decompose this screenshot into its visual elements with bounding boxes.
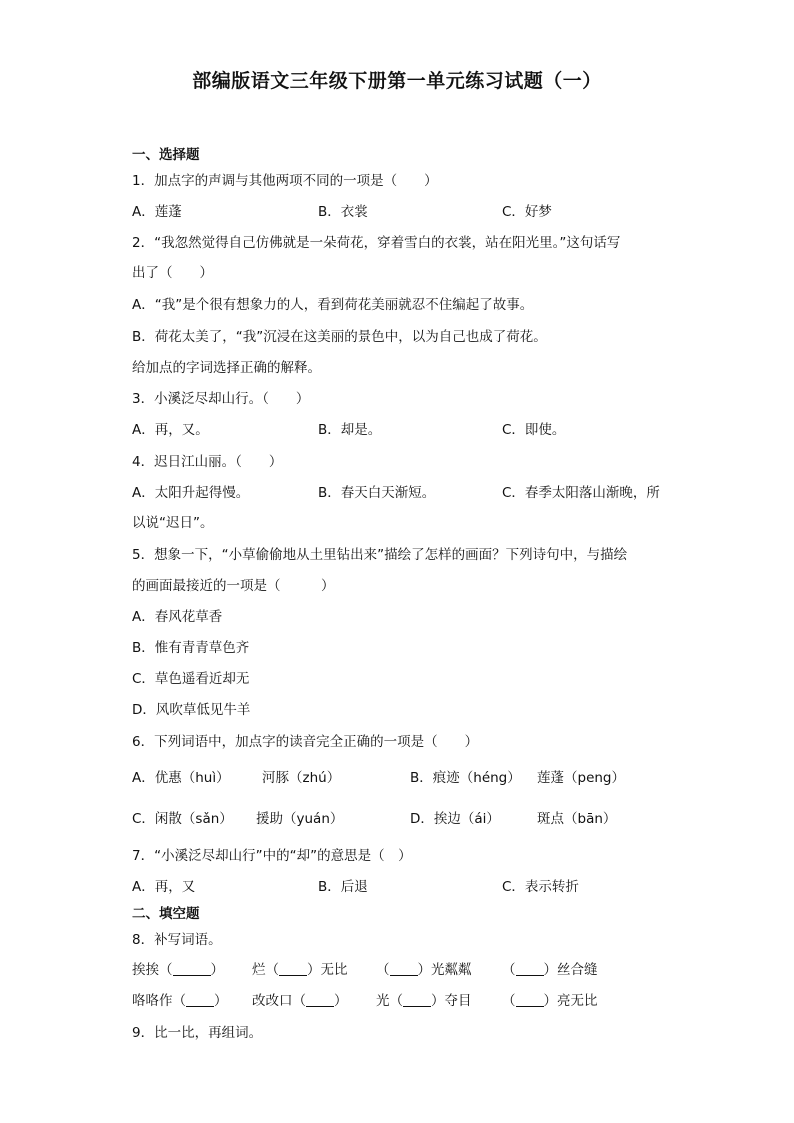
q2-stem-line2: 出了（ ） [132, 265, 213, 281]
section-heading-fill: 二、填空题 [132, 906, 200, 922]
q4-option-b: B．春天白天渐短。 [318, 485, 436, 501]
q4-option-a: A．太阳升起得慢。 [132, 485, 250, 501]
answer-blank[interactable] [516, 992, 544, 1007]
q3-option-b: B．却是。 [318, 422, 382, 438]
instruction-text: 给加点的字词选择正确的解释。 [132, 360, 321, 376]
q6-option-b-word2: 莲蓬（peng） [537, 770, 626, 786]
q4-stem: 4．迟日江山丽。（ ） [132, 454, 283, 470]
q5-option-d: D．风吹草低见牛羊 [132, 702, 251, 718]
page-title: 部编版语文三年级下册第一单元练习试题（一） [192, 70, 602, 92]
q2-stem-line1: 2．“我忽然觉得自己仿佛就是一朵荷花，穿着雪白的衣裳，站在阳光里。”这句话写 [132, 235, 621, 251]
q7-stem: 7．“小溪泛尽却山行”中的“却”的意思是（ ） [132, 848, 412, 864]
q6-option-d-word1: D．挨边（ái） [410, 811, 500, 827]
answer-blank[interactable] [306, 992, 334, 1007]
q7-option-a: A．再，又 [132, 879, 196, 895]
q1-option-a: A．莲蓬 [132, 204, 182, 220]
q5-stem-line1: 5．想象一下，“小草偷偷地从土里钻出来”描绘了怎样的画面？下列诗句中，与描绘 [132, 547, 628, 563]
q9-stem: 9．比一比，再组词。 [132, 1025, 263, 1041]
q8-item: （ ）丝合缝 [502, 962, 598, 978]
q6-option-b-word1: B．痕迹（héng） [410, 770, 521, 786]
q8-item: 挨挨（ ） [132, 962, 224, 978]
q6-stem: 6．下列词语中，加点字的读音完全正确的一项是（ ） [132, 734, 479, 750]
q7-option-b: B．后退 [318, 879, 368, 895]
answer-blank[interactable] [186, 992, 214, 1007]
q5-option-b: B．惟有青青草色齐 [132, 640, 250, 656]
answer-blank[interactable] [173, 961, 211, 976]
q8-item: 烂（ ）无比 [252, 962, 348, 978]
q8-item: 光（ ）夺目 [376, 993, 472, 1009]
section-heading-choice: 一、选择题 [132, 147, 200, 163]
q5-option-c: C．草色遥看近却无 [132, 671, 250, 687]
q5-stem-line2: 的画面最接近的一项是（ ） [132, 578, 335, 594]
answer-blank[interactable] [279, 961, 307, 976]
q4-option-c-continued: 以说“迟日”。 [132, 515, 214, 531]
q6-option-a-word2: 河豚（zhú） [262, 770, 341, 786]
q1-stem: 1．加点字的声调与其他两项不同的一项是（ ） [132, 173, 438, 189]
q2-option-b: B．荷花太美了，“我”沉浸在这美丽的景色中，以为自己也成了荷花。 [132, 329, 547, 345]
q8-item: （ ）光粼粼 [376, 962, 472, 978]
q8-item: 咯咯作（ ） [132, 993, 228, 1009]
q6-option-a-word1: A．优惠（huì） [132, 770, 230, 786]
q2-option-a: A．“我”是个很有想象力的人，看到荷花美丽就忍不住编起了故事。 [132, 297, 534, 313]
q5-option-a: A．春风花草香 [132, 609, 223, 625]
q4-option-c: C．春季太阳落山渐晚，所 [502, 485, 660, 501]
q3-stem: 3．小溪泛尽却山行。（ ） [132, 391, 310, 407]
answer-blank[interactable] [390, 961, 418, 976]
answer-blank[interactable] [516, 961, 544, 976]
answer-blank[interactable] [403, 992, 431, 1007]
q8-stem: 8．补写词语。 [132, 932, 222, 948]
q6-option-c-word2: 援助（yuán） [256, 811, 344, 827]
q1-option-c: C．好梦 [502, 204, 552, 220]
q8-item: 改改口（ ） [252, 993, 348, 1009]
q1-option-b: B．衣裳 [318, 204, 368, 220]
q6-option-c-word1: C．闲散（sǎn） [132, 811, 233, 827]
q8-item: （ ）亮无比 [502, 993, 598, 1009]
q6-option-d-word2: 斑点（bān） [537, 811, 617, 827]
q3-option-c: C．即使。 [502, 422, 566, 438]
q7-option-c: C．表示转折 [502, 879, 579, 895]
q3-option-a: A．再，又。 [132, 422, 209, 438]
